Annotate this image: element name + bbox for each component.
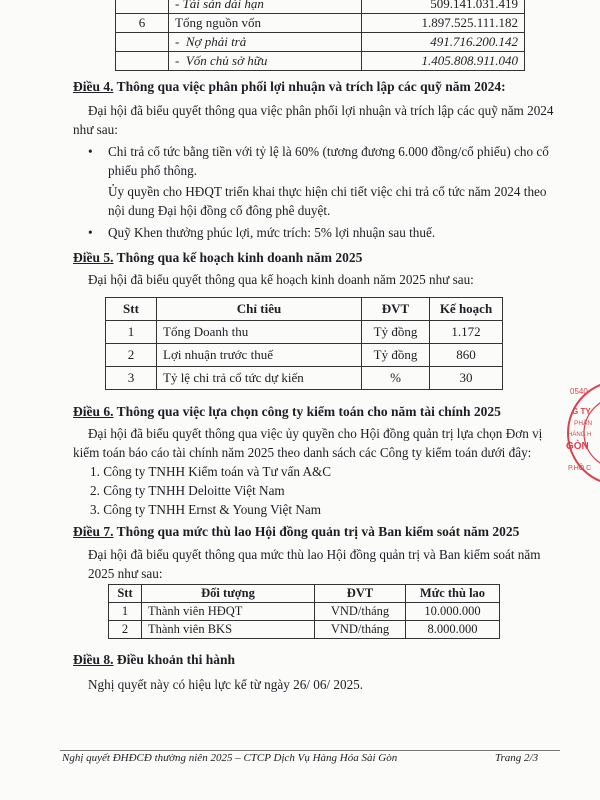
row-value: 1.172: [430, 321, 503, 344]
row-label-text: Nợ phải trả: [185, 34, 247, 49]
row-value: 509.141.031.419: [362, 0, 525, 14]
table-row: [106, 321, 503, 344]
article-4-intro-line1: Đại hội đã biểu quyết thông qua việc phân phối lợi nhuận và trích lập các quỹ năm 2024: [88, 103, 554, 118]
table-row: [106, 367, 503, 390]
remuneration-table: [108, 584, 500, 639]
row-label: Thành viên BKS: [142, 621, 315, 639]
stamp-text: 0540: [570, 387, 588, 396]
row-stt: 3: [106, 367, 157, 390]
row-stt: 2: [106, 344, 157, 367]
article-title: Thông qua kế hoạch kinh doanh năm 2025: [116, 250, 363, 265]
row-unit: VND/tháng: [315, 621, 406, 639]
footer-title: Nghị quyết ĐHĐCĐ thường niên 2025 – CTCP Dịch Vụ Hàng Hóa Sài Gòn: [62, 752, 398, 764]
article-number: Điều 4.: [73, 79, 114, 94]
row-label: - Nợ phải trả: [169, 33, 362, 52]
header-stt: Stt: [106, 298, 157, 321]
header-subject: Đối tượng: [142, 585, 315, 603]
table-header-row: [109, 585, 500, 603]
auditor-item: 3. Công ty TNHH Ernst & Young Việt Nam: [90, 502, 321, 517]
row-value: 491.716.200.142: [362, 33, 525, 52]
row-value: 860: [430, 344, 503, 367]
row-stt: [116, 52, 169, 71]
row-stt: [116, 33, 169, 52]
table-row: [109, 621, 500, 639]
table-row: [116, 33, 525, 52]
auditor-item: 2. Công ty TNHH Deloitte Việt Nam: [90, 483, 285, 498]
table-header-row: [106, 298, 503, 321]
row-value: 10.000.000: [406, 603, 500, 621]
bullet-1-line2: phiếu phổ thông.: [108, 163, 198, 178]
row-label: - Tài sản dài hạn: [169, 0, 362, 14]
header-indicator: Chỉ tiêu: [157, 298, 362, 321]
footer-divider: [60, 750, 560, 751]
row-value: 1.405.808.911.040: [362, 52, 525, 71]
row-unit: VND/tháng: [315, 603, 406, 621]
article-4-heading: [73, 79, 506, 95]
page-number: Trang 2/3: [495, 752, 539, 764]
auditor-item: 1. Công ty TNHH Kiểm toán và Tư vấn A&C: [90, 464, 332, 479]
row-unit: Tỷ đồng: [362, 344, 430, 367]
article-title: Thông qua việc phân phối lợi nhuận và trích lập các quỹ năm 2024:: [116, 79, 506, 94]
article-number: Điều 6.: [73, 404, 114, 419]
header-plan: Kế hoạch: [430, 298, 503, 321]
row-label-text: Vốn chủ sở hữu: [185, 53, 268, 68]
bullet-1-line1: Chi trả cổ tức bằng tiền với tỷ lệ là 60% (tương đương 6.000 đồng/cổ phiếu) cho cổ: [108, 144, 549, 159]
article-6-intro-line2: kiểm toán báo cáo tài chính năm 2025 theo danh sách các Công ty kiểm toán dưới đây:: [73, 445, 532, 460]
row-label: Tỷ lệ chi trả cổ tức dự kiến: [157, 367, 362, 390]
article-number: Điều 5.: [73, 250, 114, 265]
row-value: 8.000.000: [406, 621, 500, 639]
row-stt: 6: [116, 14, 169, 33]
article-5-heading: [73, 250, 362, 266]
article-7-intro-line1: Đại hội đã biểu quyết thông qua mức thù lao Hội đồng quản trị và Ban kiểm soát năm: [88, 547, 541, 562]
stamp-text: HÀNG H: [568, 432, 592, 438]
company-seal-stamp: [562, 378, 600, 488]
article-6-intro-line1: Đại hội đã biểu quyết thông qua việc ủy quyền cho Hội đồng quản trị lựa chọn Đơn vị: [88, 426, 543, 441]
table-row: [109, 603, 500, 621]
article-8-text: Nghị quyết này có hiệu lực kể từ ngày 26/ 06/ 2025.: [88, 677, 364, 692]
article-title: Điều khoản thi hành: [116, 652, 236, 667]
article-7-intro-line2: 2025 như sau:: [88, 566, 163, 581]
article-number: Điều 7.: [73, 524, 114, 539]
stamp-text: GÒN: [566, 441, 589, 452]
stamp-text: G TY: [572, 407, 591, 416]
row-stt: 2: [109, 621, 142, 639]
article-7-heading: [73, 524, 519, 540]
bullet-1-line3: Ủy quyền cho HĐQT triển khai thực hiện chi tiết việc chi trả cổ tức năm 2024 theo: [108, 184, 547, 199]
header-unit: ĐVT: [362, 298, 430, 321]
article-6-heading: [73, 404, 501, 420]
row-value: 30: [430, 367, 503, 390]
row-unit: %: [362, 367, 430, 390]
row-value: 1.897.525.111.182: [362, 14, 525, 33]
table-row: [116, 52, 525, 71]
table-row: [116, 0, 525, 14]
article-title: Thông qua mức thù lao Hội đồng quản trị và Ban kiểm soát năm 2025: [116, 524, 520, 539]
table-row: [106, 344, 503, 367]
article-4-intro-line2: như sau:: [73, 122, 118, 137]
business-plan-table: [105, 297, 503, 390]
row-label: Tổng Doanh thu: [157, 321, 362, 344]
bullet-dot-icon: •: [88, 225, 93, 240]
header-unit: ĐVT: [315, 585, 406, 603]
bullet-2: Quỹ Khen thưởng phúc lợi, mức trích: 5% lợi nhuận sau thuế.: [108, 225, 436, 240]
stamp-text: PHẦN: [574, 420, 593, 427]
row-label: Thành viên HĐQT: [142, 603, 315, 621]
row-unit: Tỷ đồng: [362, 321, 430, 344]
article-8-heading: [73, 652, 235, 668]
bullet-1-line4: nội dung Đại hội đồng cổ đông phê duyệt.: [108, 203, 331, 218]
row-label: - Vốn chủ sở hữu: [169, 52, 362, 71]
row-label: Tổng nguồn vốn: [169, 14, 362, 33]
row-stt: 1: [109, 603, 142, 621]
table-row: [116, 14, 525, 33]
bullet-dot-icon: •: [88, 144, 93, 159]
article-5-intro: Đại hội đã biểu quyết thông qua kế hoạch kinh doanh năm 2025 như sau:: [88, 272, 474, 287]
balance-table: [115, 0, 525, 71]
header-stt: Stt: [109, 585, 142, 603]
row-stt: [116, 0, 169, 14]
article-title: Thông qua việc lựa chọn công ty kiểm toán cho năm tài chính 2025: [116, 404, 501, 419]
row-label: Lợi nhuận trước thuế: [157, 344, 362, 367]
row-stt: 1: [106, 321, 157, 344]
stamp-text: P.HỒ C: [568, 465, 592, 472]
header-remuneration: Mức thù lao: [406, 585, 500, 603]
article-number: Điều 8.: [73, 652, 114, 667]
